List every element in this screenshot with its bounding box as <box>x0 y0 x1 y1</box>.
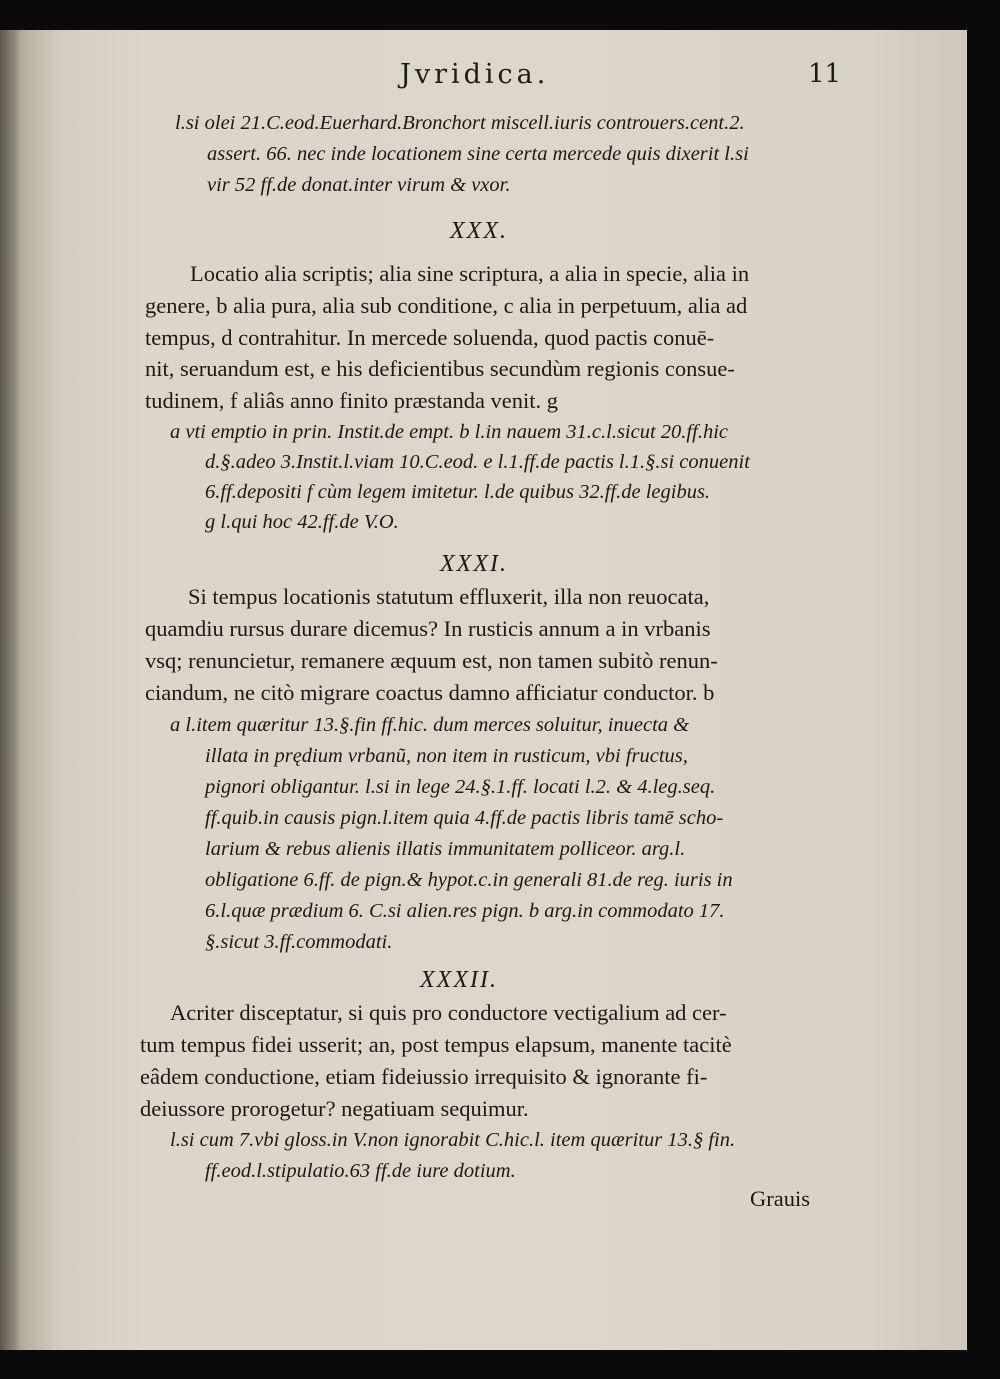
section-text-line: vsq; renuncietur, remanere æquum est, non tamen subitò renun- <box>145 648 718 673</box>
marginal-note-line: 6.l.quæ prædium 6. C.si alien.res pign. b arg.in commodato 17. <box>205 900 725 922</box>
section-text-line: tum tempus fidei usserit; an, post tempus elapsum, manente tacitè <box>140 1032 732 1057</box>
section-text-line: Si tempus locationis statutum effluxerit, illa non reuocata, <box>188 584 710 609</box>
page-number: 11 <box>808 59 842 89</box>
marginal-note-line: pignori obligantur. l.si in lege 24.§.1.ff. locati l.2. & 4.leg.seq. <box>205 776 716 798</box>
section-text-line: Acriter disceptatur, si quis pro conductore vectigalium ad cer- <box>170 1000 727 1025</box>
section-number: XXXII. <box>420 967 498 993</box>
top-note-line: vir 52 ff.de donat.inter virum & vxor. <box>207 174 511 196</box>
section-text-line: eâdem conductione, etiam fideiussio irrequisito & ignorante fi- <box>140 1064 708 1089</box>
section-text-line: ciandum, ne citò migrare coactus damno afficiatur conductor. b <box>145 680 715 705</box>
section-text-line: genere, b alia pura, alia sub conditione, c alia in perpetuum, alia ad <box>145 293 748 318</box>
catchword: Grauis <box>750 1186 810 1211</box>
top-note-line: assert. 66. nec inde locationem sine certa mercede quis dixerit l.si <box>207 143 749 165</box>
section-number: XXXI. <box>440 551 508 577</box>
marginal-note-line: illata in prędium vrbanũ, non item in rusticum, vbi fructus, <box>205 745 688 767</box>
marginal-note-line: obligatione 6.ff. de pign.& hypot.c.in generali 81.de reg. iuris in <box>205 869 733 891</box>
top-note-line: l.si olei 21.C.eod.Euerhard.Bronchort miscell.iuris controuers.cent.2. <box>175 112 745 134</box>
marginal-note-line: 6.ff.depositi f cùm legem imitetur. l.de quibus 32.ff.de legibus. <box>205 481 711 503</box>
marginal-note-line: a l.item quæritur 13.§.fin ff.hic. dum merces soluitur, inuecta & <box>170 714 690 736</box>
section-text-line: deiussore prorogetur? negatiuam sequimur. <box>140 1096 529 1121</box>
marginal-note-line: larium & rebus alienis illatis immunitatem polliceor. arg.l. <box>205 838 686 860</box>
page-text-block <box>0 30 967 1350</box>
marginal-note-line: ff.quib.in causis pign.l.item quia 4.ff.de pactis libris tamē scho- <box>205 807 724 829</box>
section-number: XXX. <box>450 218 508 244</box>
section-text-line: nit, seruandum est, e his deficientibus secundùm regionis consue- <box>145 356 735 381</box>
marginal-note-line: ff.eod.l.stipulatio.63 ff.de iure dotium. <box>205 1160 516 1182</box>
book-page <box>0 30 967 1350</box>
marginal-note-line: l.si cum 7.vbi gloss.in V.non ignorabit C.hic.l. item quæritur 13.§ fin. <box>170 1129 736 1151</box>
section-text-line: tempus, d contrahitur. In mercede soluenda, quod pactis conuē- <box>145 325 715 350</box>
marginal-note-line: §.sicut 3.ff.commodati. <box>205 931 393 953</box>
section-text-line: tudinem, f aliâs anno finito præstanda venit. g <box>145 388 559 413</box>
marginal-note-line: g l.qui hoc 42.ff.de V.O. <box>205 511 399 533</box>
marginal-note-line: a vti emptio in prin. Instit.de empt. b l.in nauem 31.c.l.sicut 20.ff.hic <box>170 421 728 443</box>
marginal-note-line: d.§.adeo 3.Instit.l.viam 10.C.eod. e l.1.ff.de pactis l.1.§.si conuenit <box>205 451 750 473</box>
section-text-line: quamdiu rursus durare dicemus? In rusticis annum a in vrbanis <box>145 616 711 641</box>
section-text-line: Locatio alia scriptis; alia sine scriptura, a alia in specie, alia in <box>190 261 750 286</box>
running-head: Jvridica. <box>400 59 550 90</box>
